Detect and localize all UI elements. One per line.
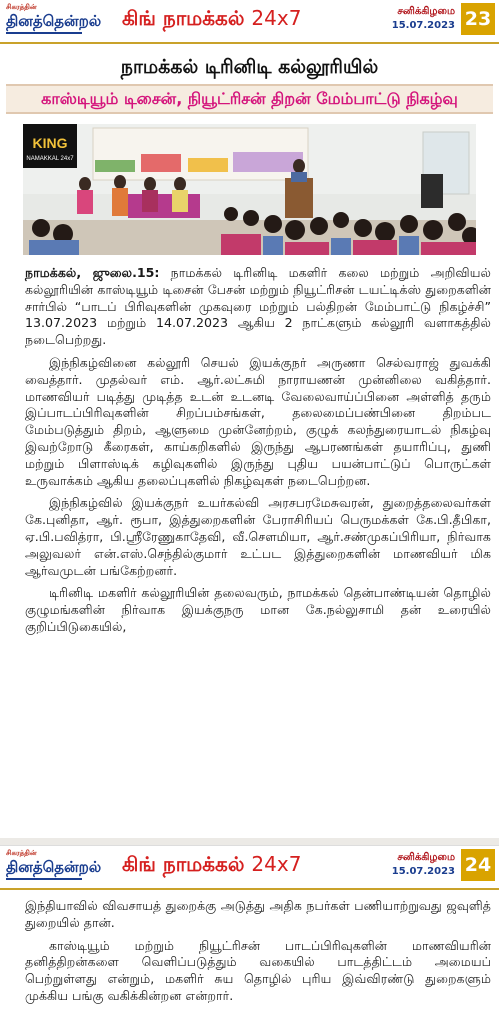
photo-logo-subtext: NAMAKKAL 24x7	[26, 156, 74, 162]
article-paragraph	[25, 265, 491, 349]
page-number-badge: 24	[461, 849, 495, 881]
brand-underline	[6, 878, 82, 880]
masthead-title-text: கிங் நாமக்கல்	[122, 852, 245, 876]
newspaper-brand	[6, 849, 102, 876]
page-number-badge: 23	[461, 3, 495, 35]
masthead-suffix: 24x7	[251, 852, 302, 876]
brand-name: தினத்தென்றல்	[6, 12, 102, 30]
masthead-title	[122, 852, 301, 876]
article-body	[25, 265, 491, 636]
newspaper-brand	[6, 3, 102, 30]
event-photo	[23, 124, 476, 255]
article-paragraph-4: டிரினிடி மகளிர் கல்லூரியின் தலைவரும், நாமக்கல் தென்பாண்டியன் தொழில் குழுமங்களின் நிர்வாக இயக்குநரு மான கே.நல்லுசாமி தன் உரையில் குறிப்பிடுகையில்,	[25, 585, 491, 634]
issue-date: 15.07.2023	[391, 20, 455, 31]
brand-tagline: சிகரத்தின்	[6, 3, 37, 11]
page-header	[0, 846, 499, 890]
masthead-suffix: 24x7	[251, 6, 302, 30]
page-header	[0, 0, 499, 44]
brand-name: தினத்தென்றல்	[6, 858, 102, 876]
issue-date: 15.07.2023	[391, 866, 455, 877]
article-paragraph-3: இந்நிகழ்வில் இயக்குநர் உயர்கல்வி அரசபரமேசுவரன், துறைத்தலைவர்கள் கே.புனிதா, ஆர். ரூபா, இத்துறைகளின் பேராசிரியப் பெருமக்கள் கே.பி.தீபிகா, ஏ.பி.பவித்ரா, பி.ஸ்ரீரேணுகாதேவி, வீ.செளமியா, ஆர்.சண்முகப்பிரியா, நிர்வாக அலுவலர் என்.எஸ்.செந்தில்குமார் உட்பட இத்துறைகளின் மாணவியர் மிக ஆர்வமுடன் பங்கேற்றனர்.	[25, 495, 491, 578]
continuation-paragraph-2: காஸ்டியூம் மற்றும் நியூட்ரிசன் பாடப்பிரிவுகளின் மாணவியரின் தனித்திறன்களை வெளிப்படுத்தும் வகையில் பாடத்திட்டம் அமையப் பெற்றுள்ளது என்றும், மகளிர் சுய தொழில் புரிய இவ்விரண்டு துறைகளும் முக்கிய பங்கு வகிக்கின்றன என்றார்.	[25, 937, 491, 1003]
newspaper-page-24	[0, 845, 499, 1025]
event-photo-illustration	[23, 124, 476, 255]
brand-tagline: சிகரத்தின்	[6, 849, 37, 857]
page-separator	[0, 838, 499, 845]
article-dateline: நாமக்கல், ஜுலை.15:	[25, 265, 160, 280]
issue-day: சனிக்கிழமை	[397, 852, 455, 863]
article-subheadline: காஸ்டியூம் டிசைன், நியூட்ரிசன் திறன் மேம்பாட்டு நிகழ்வு	[6, 84, 493, 114]
article-paragraph-1: நாமக்கல் டிரினிடி மகளிர் கலை மற்றும் அறிவியல் கல்லூரியின் காஸ்டியூம் டிசைன் பேசன் மற்றும் நியூட்ரிசன் டயட்டிக்ஸ் துறைகளின் சார்பில் “பாடப் பிரிவுகளின் முகவுரை மற்றும் பல்திறன் மேம்பாட்டு நிகழ்ச்சி” 13.07.2023 மற்றும் 14.07.2023 ஆகிய 2 நாட்களும் கல்லூரி வளாகத்தில் நடைபெற்றது.	[25, 265, 492, 348]
photo-logo-text: KING	[32, 135, 68, 151]
continuation-paragraph-1: இந்தியாவில் விவசாயத் துறைக்கு அடுத்து அதிக நபர்கள் பணியாற்றுவது ஜவுளித் துறையில் தான்.	[25, 898, 491, 930]
masthead-title-text: கிங் நாமக்கல்	[122, 6, 245, 30]
article-headline: நாமக்கல் டிரினிடி கல்லூரியில்	[120, 56, 379, 78]
article-continuation	[25, 898, 491, 1005]
issue-day: சனிக்கிழமை	[397, 6, 455, 17]
brand-underline	[6, 32, 82, 34]
article-paragraph-2: இந்நிகழ்வினை கல்லூரி செயல் இயக்குநர் அருணா செல்வராஜ் துவக்கி வைத்தார். முதல்வர் எம். ஆர்.லட்சுமி நாராயணன் முன்னிலை வகித்தார். மாணவியர் படித்து முடித்த உடன் உடனடி வேலைவாய்ப்பினை அள்ளித் தரும் இப்பாடப்பிரிவுகளின் சிறப்பம்சங்கள், தலைமைப்பண்பினை திறம்பட மேம்படுத்தும் திறம், ஆளுமை முன்னேற்றம், குழுக் கலந்துரையாடல் நிகழ்வு இவற்றோடு கீரைகள், காய்கறிகளில் இருந்து ஆபரணங்கள் தயாரிப்பு, துணி மற்றும் பிளாஸ்டிக் கழிவுகளில் இருந்து புதிய பயன்பாட்டுப் பொருட்கள் உருவாக்கம் ஆகிய தலைப்புகளில் நிகழ்வுகள் நடைபெற்றன.	[25, 354, 491, 488]
masthead-title	[122, 6, 301, 30]
